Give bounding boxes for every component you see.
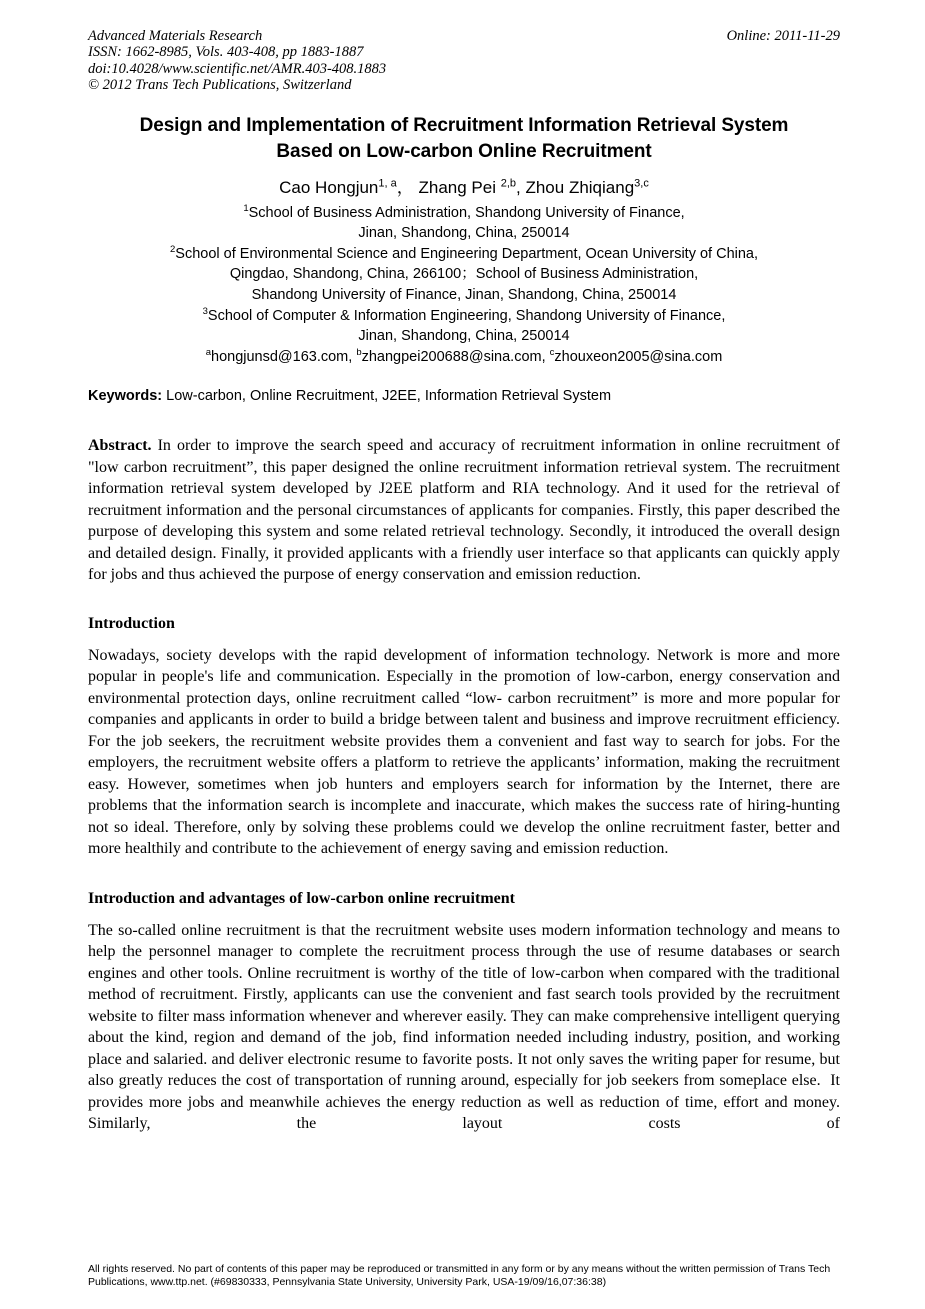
section-body-advantages: The so-called online recruitment is that the recruitment website uses modern information technology and means to help the personnel manager to complete the recruitment process through the use of resume databases or search engines and other tools. Online recruitment is worthy of the title of low-carbon when compared with the traditional method of recruitment. Firstly, applicants can use the convenient and fast search tools provided by the recruitment website to filter mass information whenever and wherever easily. They can make comprehensive intelligent querying about the kind, region and demand of the job, find information needed including industry, position, and working place and salaried. and deliver electronic resume to favorite posts. It not only saves the writing paper for resume, but also greatly reduces the cost of transportation of running around, especially for job seekers from someplace else. It provides more jobs and meanwhile achieves the energy reduction as well as reduction of time, effort and money. Similarly, the layout costs of [88, 921, 840, 1133]
authors-line [88, 176, 840, 200]
email-superscript-c: c [549, 346, 555, 358]
affiliations-block [88, 203, 840, 368]
copyright-line: © 2012 Trans Tech Publications, Switzerland [88, 77, 352, 94]
affiliation-line [88, 203, 840, 224]
affiliation-superscript: 1 [243, 202, 249, 214]
abstract-text: In order to improve the search speed and accuracy of recruitment information in online recruitment of "low carbon recruitment”, this paper designed the online recruitment information retrieval system. The recruitment information retrieval system developed by J2EE platform and RIA technology. And it used for the retrieval of recruitment information and the personal circumstances of applicants for companies. Firstly, this paper described the purpose of developing this system and some related retrieval technology. Secondly, it introduced the overall design and detailed design. Finally, it provided applicants with a friendly user interface so that applicants can quickly apply for jobs and thus achieved the purpose of energy conservation and emission reduction. [88, 437, 840, 584]
page-footer [88, 1263, 874, 1289]
affiliation-text: School of Environmental Science and Engineering Department, Ocean University of China, [175, 245, 759, 262]
keywords-text: Low-carbon, Online Recruitment, J2EE, Information Retrieval System [162, 388, 612, 405]
affiliation-line [88, 264, 840, 285]
email-superscript-a: a [205, 346, 211, 358]
author-1-superscript: 1, a [378, 176, 397, 189]
affiliation-text: Shandong University of Finance, Jinan, Shandong, China, 250014 [251, 287, 677, 303]
affiliation-line [88, 306, 840, 327]
section-heading-advantages: Introduction and advantages of low-carbon online recruitment [88, 889, 515, 907]
section-body-introduction: Nowadays, society develops with the rapid development of information technology. Network is more and more popular in people's life and communication. Especially in the promotion of low-carbon, energy conservation and environmental protection days, online recruitment called “low- carbon recruitment” is more and more popular for companies and applicants in order to build a bridge between talent and business and improve recruitment efficiency. For the job seekers, the recruitment website provides them a convenient and fast way to search for jobs. For the employers, the recruitment website offers a platform to retrieve the applicants’ information, making the recruitment easy. However, sometimes when job hunters and employers search for information by the Internet, there are problems that the information search is incomplete and inaccurate, which makes the success rate of hiring-hunting not so ideal. Therefore, only by solving these problems could we develop the online recruitment faster, better and more healthily and contribute to the achievement of energy saving and emission reduction. [88, 646, 840, 858]
abstract-label: Abstract. [88, 437, 152, 455]
affiliation-text: Qingdao, Shandong, China, 266100；School of Business Administration, [229, 266, 699, 283]
affiliation-text: Jinan, Shandong, China, 250014 [358, 225, 570, 242]
doi-line: doi:10.4028/www.scientific.net/AMR.403-408.1883 [88, 60, 387, 77]
affiliation-superscript: 2 [169, 243, 176, 255]
paper-title-line-1: Design and Implementation of Recruitment Information Retrieval System [139, 114, 789, 136]
author-3-superscript: 3,c [634, 176, 649, 189]
affiliation-line [88, 285, 840, 306]
page-header [88, 28, 840, 94]
keywords-label: Keywords: [88, 388, 163, 405]
email-superscript-b: b [356, 346, 362, 358]
author-2-superscript: 2,b [500, 176, 517, 189]
paper-title-line-2: Based on Low-carbon Online Recruitment [276, 140, 652, 162]
abstract-paragraph [88, 435, 840, 586]
author-2-name: Zhang Pei [418, 177, 501, 197]
affiliation-line [88, 223, 840, 244]
emails-line [88, 347, 840, 368]
author-3-name: Zhou Zhiqiang [525, 177, 635, 197]
email-b: zhangpei200688@sina.com, [361, 348, 550, 365]
keywords-line [88, 388, 840, 405]
affiliation-text: Jinan, Shandong, China, 250014 [358, 328, 570, 345]
email-c: zhouxeon2005@sina.com [554, 348, 723, 365]
affiliation-text: School of Computer & Information Engineering, Shandong University of Finance, [207, 307, 726, 324]
affiliation-line [88, 326, 840, 347]
author-1-name: Cao Hongjun [279, 177, 379, 197]
issn-line: ISSN: 1662-8985, Vols. 403-408, pp 1883-1887 [88, 44, 364, 61]
author-separator-2: , [516, 177, 526, 197]
publication-info [88, 28, 386, 94]
section-heading-introduction: Introduction [88, 614, 175, 632]
affiliation-line [88, 244, 840, 265]
email-a: hongjunsd@163.com, [211, 348, 357, 365]
footer-text: All rights reserved. No part of contents of this paper may be reproduced or transmitted in any form or by any means without the written permission of Trans Tech Publications, www.ttp.net. (#69830333, Pennsylvania State University, University Park, USA-19/09/16,07:36:38) [88, 1263, 831, 1288]
affiliation-superscript: 3 [202, 305, 208, 317]
affiliation-text: School of Business Administration, Shandong University of Finance, [248, 204, 685, 221]
online-date: Online: 2011-11-29 [726, 28, 840, 44]
journal-title: Advanced Materials Research [88, 28, 263, 44]
author-separator-1: ， [396, 177, 419, 197]
paper-title [74, 113, 854, 165]
